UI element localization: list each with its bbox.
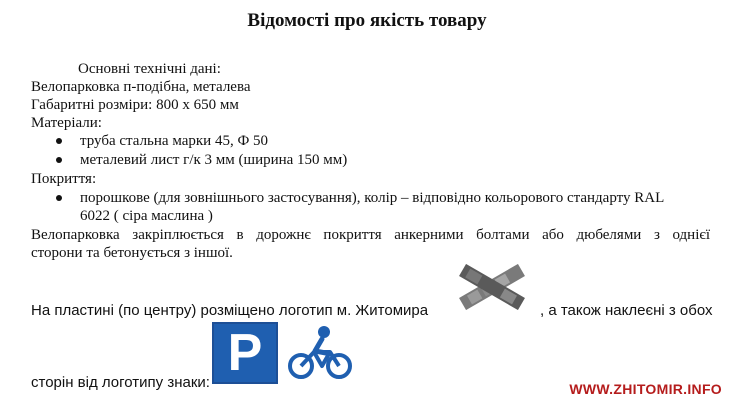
product-line: Велопарковка п-подібна, металева bbox=[31, 79, 251, 95]
bullet-icon bbox=[56, 138, 62, 144]
dimensions-line: Габаритні розміри: 800 х 650 мм bbox=[31, 97, 239, 113]
document-title: Відомості про якість товару bbox=[247, 10, 487, 31]
parking-sign-letter: P bbox=[227, 324, 263, 382]
materials-label: Матеріали: bbox=[31, 115, 102, 131]
coating-label: Покриття: bbox=[31, 171, 97, 187]
bullet-icon bbox=[56, 195, 62, 201]
material-item: металевий лист г/к 3 мм (ширина 150 мм) bbox=[80, 152, 348, 168]
signs-text: сторін від логотипу знаки: bbox=[31, 374, 210, 391]
bicycle-sign-icon bbox=[284, 322, 356, 384]
logo-text-right: , а також наклеєні з обох bbox=[540, 302, 713, 319]
coating-item-line2: 6022 ( сіра маслина ) bbox=[80, 208, 213, 224]
coating-item-line1: порошкове (для зовнішнього застосування), колір – відповідно кольорового стандарту RAL bbox=[80, 190, 665, 206]
bullet-icon bbox=[56, 157, 62, 163]
parking-sign-icon bbox=[212, 322, 278, 384]
logo-text-left: На пластині (по центру) розміщено логотип м. Житомира bbox=[31, 302, 429, 319]
mounting-text-line2: сторони та бетонується з іншої. bbox=[31, 245, 233, 261]
mounting-text-line1: Велопарковка закріплюється в дорожнє покриття анкерними болтами або дюбелями з однієї bbox=[31, 227, 710, 243]
site-watermark: WWW.ZHITOMIR.INFO bbox=[569, 381, 722, 397]
material-item: труба стальна марки 45, Ф 50 bbox=[80, 133, 269, 149]
tech-data-heading: Основні технічні дані: bbox=[78, 61, 221, 77]
zhytomyr-logo-icon bbox=[452, 264, 532, 310]
